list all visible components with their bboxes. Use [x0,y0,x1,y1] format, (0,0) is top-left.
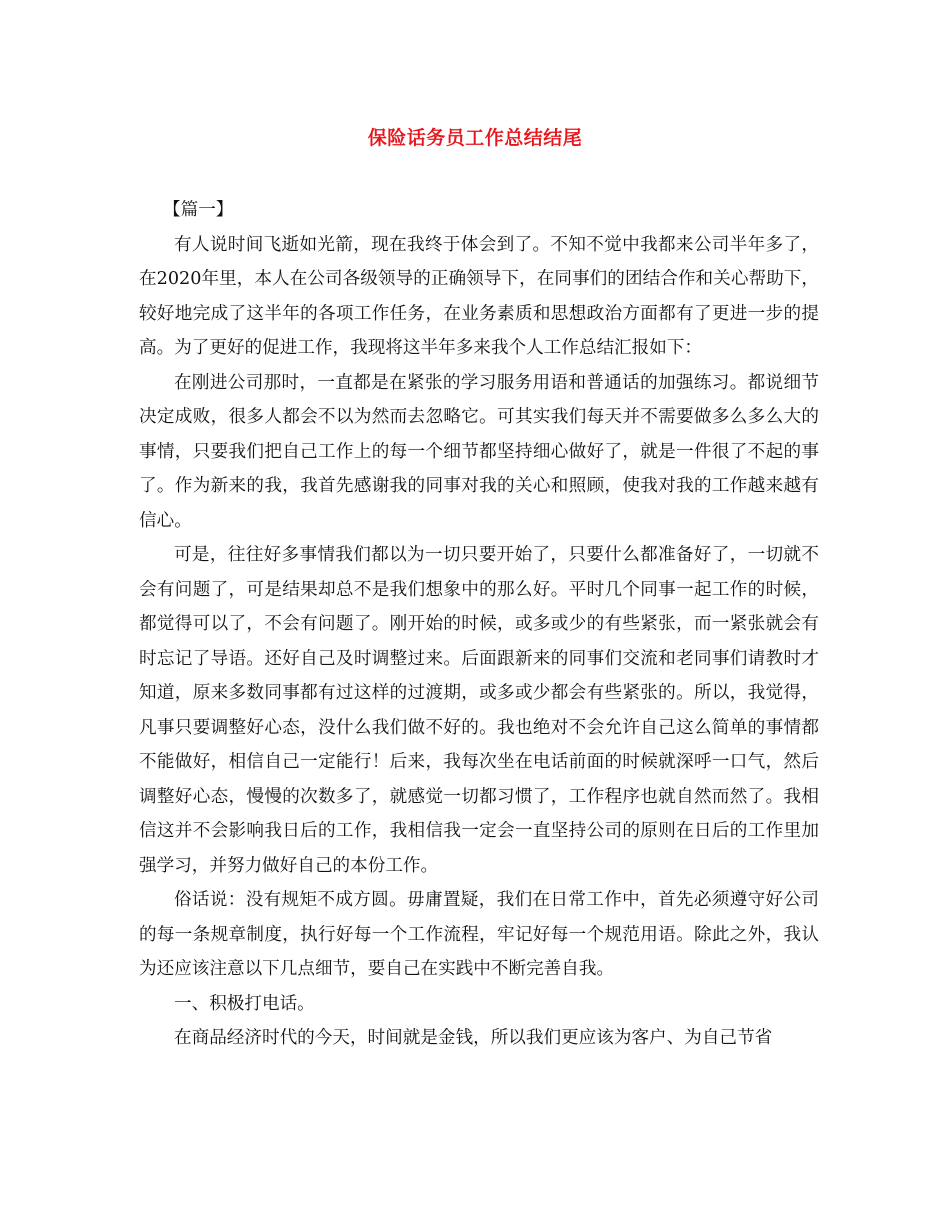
paragraph: 在商品经济时代的今天，时间就是金钱，所以我们更应该为客户、为自己节省 [174,1028,773,1048]
document-body [139,193,819,1056]
section-label: 【篇一】 [163,200,234,220]
paragraph: 在刚进公司那时，一直都是在紧张的学习服务用语和普通话的加强练习。都说细节决定成败，很多人都会不以为然而去忽略它。可其实我们每天并不需要做多么多么大的事情，只要我们把自己工作上的每一个细节都坚持细心做好了，就是一件很了不起的事了。作为新来的我，我首先感谢我的同事对我的关心和照顾，使我对我的工作越来越有信心。 [139,372,819,531]
paragraph: 一、积极打电话。 [174,993,315,1014]
paragraph: 可是，往往好多事情我们都以为一切只要开始了，只要什么都准备好了，一切就不会有问题了，可是结果却总不是我们想象中的那么好。平时几个同事一起工作的时候，都觉得可以了，不会有问题了。刚开始的时候，或多或少的有些紧张，而一紧张就会有时忘记了导语。还好自己及时调整过来。后面跟新来的同事们交流和老同事们请教时才知道，原来多数同事都有过这样的过渡期，或多或少都会有些紧张的。所以，我觉得，凡事只要调整好心态，没什么我们做不好的。我也绝对不会允许自己这么简单的事情都不能做好，相信自己一定能行！后来，我每次坐在电话前面的时候就深呼一口气，然后调整好心态，慢慢的次数多了，就感觉一切都习惯了，工作程序也就自然而然了。我相信这并不会影响我日后的工作，我相信我一定会一直坚持公司的原则在日后的工作里加强学习，并努力做好自己的本份工作。 [139,545,819,876]
paragraph: 有人说时间飞逝如光箭，现在我终于体会到了。不知不觉中我都来公司半年多了，在2020年里，本人在公司各级领导的正确领导下，在同事们的团结合作和关心帮助下，较好地完成了这半年的各项工作任务，在业务素质和思想政治方面都有了更进一步的提高。为了更好的促进工作，我现将这半年多来我个人工作总结汇报如下： [139,234,819,358]
document-title: 保险话务员工作总结结尾 [367,127,583,149]
paragraph: 俗话说：没有规矩不成方圆。毋庸置疑，我们在日常工作中，首先必须遵守好公司的每一条规章制度，执行好每一个工作流程，牢记好每一个规范用语。除此之外，我认为还应该注意以下几点细节，要自己在实践中不断完善自我。 [139,890,819,979]
